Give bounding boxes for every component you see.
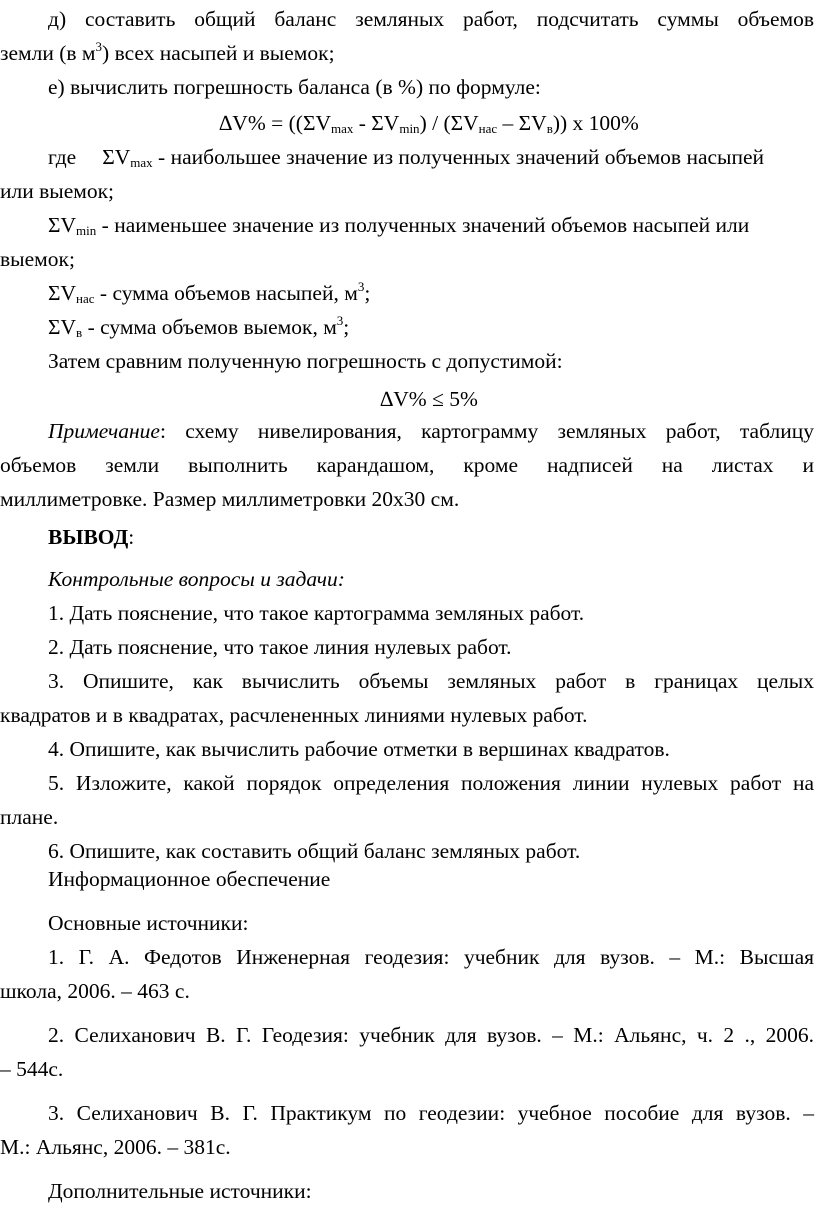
questions-title: Контрольные вопросы и задачи:: [48, 567, 345, 591]
definition-vmin-line1: $\Sigma V_{min}$ - наименьшее значение из полученных значений объемов насыпей или: [48, 213, 750, 238]
source-3-line1: 3. Селиханович В. Г. Практикум по геодезии: учебное пособие для вузов. –: [48, 1101, 814, 1125]
conclusion-heading: ВЫВОД:: [48, 525, 135, 549]
main-sources-heading: Основные источники:: [48, 911, 249, 935]
balance-error-formula: $\Delta V\% = ((\Sigma V_{max} - \Sigma V_{min}) / (\Sigma V_{нас} - \Sigma V_в))$ х 100%: [219, 111, 639, 136]
compare-text: Затем сравним полученную погрешность с допустимой:: [48, 349, 563, 373]
extra-sources-heading: Дополнительные источники:: [48, 1179, 312, 1203]
question-5-line1: 5. Изложите, какой порядок определения положения линии нулевых работ на: [48, 771, 814, 795]
definition-vmin-line2: выемок;: [0, 247, 75, 271]
definition-vmax-line2: или выемок;: [0, 179, 115, 203]
question-3-line2: квадратов и в квадратах, расчлененных линиями нулевых работ.: [0, 703, 588, 727]
source-1-line1: 1. Г. А. Федотов Инженерная геодезия: учебник для вузов. – М.: Высшая: [48, 945, 814, 969]
step-d-line1: д) составить общий баланс земляных работ, подсчитать суммы объемов: [48, 7, 814, 31]
source-2-line2: – 544с.: [0, 1057, 64, 1081]
source-1-line2: школа, 2006. – 463 с.: [0, 979, 190, 1003]
info-title: Информационное обеспечение: [48, 867, 331, 891]
source-3-line2: М.: Альянс, 2006. – 381с.: [0, 1135, 231, 1159]
note-label: Примечание: [48, 419, 160, 443]
question-4: 4. Опишите, как вычислить рабочие отметки в вершинах квадратов.: [48, 737, 670, 761]
question-5-line2: плане.: [0, 805, 59, 829]
note-line2: объемов земли выполнить карандашом, кроме надписей на листах и: [0, 453, 814, 477]
definition-vv: $\Sigma V_в$ - сумма объемов выемок, $м^3$;: [48, 313, 350, 340]
source-2-line1: 2. Селиханович В. Г. Геодезия: учебник для вузов. – М.: Альянс, ч. 2 ., 2006.: [48, 1023, 814, 1047]
question-3-line1: 3. Опишите, как вычислить объемы земляных работ в границах целых: [48, 669, 814, 693]
note-line1: Примечание: схему нивелирования, картограмму земляных работ, таблицу: [48, 419, 814, 443]
question-6: 6. Опишите, как составить общий баланс земляных работ.: [48, 839, 581, 863]
definition-vnas: $\Sigma V_{нас}$ - сумма объемов насыпей, $м^3$;: [48, 279, 371, 306]
question-1: 1. Дать пояснение, что такое картограмма земляных работ.: [48, 601, 585, 625]
definition-vmax-line1: где $\Sigma V_{max}$ - наибольшее значение из полученных значений объемов насыпей: [48, 145, 765, 170]
note-line3: миллиметровке. Размер миллиметровки 20х30 см.: [0, 487, 460, 511]
tolerance-formula: ∆V% ≤ 5%: [380, 387, 478, 411]
step-d-line2: земли (в $м^3$) всех насыпей и выемок;: [0, 39, 335, 65]
step-e-line: е) вычислить погрешность баланса (в %) по формуле:: [48, 75, 541, 99]
question-2: 2. Дать пояснение, что такое линия нулевых работ.: [48, 635, 512, 659]
